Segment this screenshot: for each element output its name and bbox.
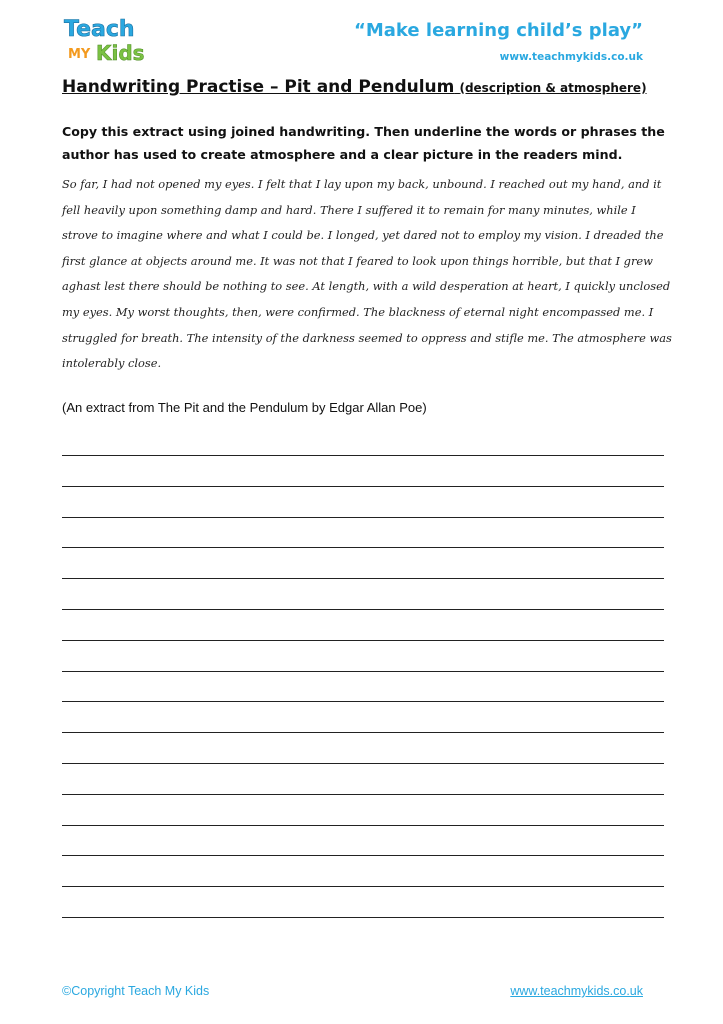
writing-line bbox=[62, 671, 664, 672]
writing-line bbox=[62, 701, 664, 702]
writing-line bbox=[62, 547, 664, 548]
writing-line bbox=[62, 578, 664, 579]
teach-my-kids-logo bbox=[62, 14, 154, 66]
writing-line bbox=[62, 794, 664, 795]
extract-citation: (An extract from The Pit and the Pendulum by Edgar Allan Poe) bbox=[62, 400, 427, 415]
page-title-main: Handwriting Practise – Pit and Pendulum bbox=[62, 77, 455, 97]
writing-line bbox=[62, 917, 664, 918]
writing-line bbox=[62, 855, 664, 856]
writing-line bbox=[62, 455, 664, 456]
page-title-sub: (description & atmosphere) bbox=[459, 81, 647, 95]
slogan: “Make learning child’s play” bbox=[354, 20, 643, 41]
writing-line bbox=[62, 825, 664, 826]
logo-text-my: MY bbox=[68, 47, 91, 62]
writing-line bbox=[62, 609, 664, 610]
logo-text-kids: Kids bbox=[96, 41, 145, 65]
writing-line bbox=[62, 732, 664, 733]
logo-text-teach: Teach bbox=[64, 17, 135, 42]
handwriting-lines bbox=[62, 455, 664, 948]
writing-line bbox=[62, 486, 664, 487]
writing-line bbox=[62, 763, 664, 764]
writing-line bbox=[62, 517, 664, 518]
writing-line bbox=[62, 886, 664, 887]
footer-copyright: ©Copyright Teach My Kids bbox=[62, 984, 210, 998]
header-website-url[interactable]: www.teachmykids.co.uk bbox=[499, 51, 643, 63]
page-title bbox=[62, 77, 647, 97]
poe-extract: So far, I had not opened my eyes. I felt that I lay upon my back, unbound. I reached out my hand, and it fell heavily upon something damp and hard. There I suffered it to remain for many minutes, while I strove to imagine where and what I could be. I longed, yet dared not to employ my vision. I dreaded the first glance at objects around me. It was not that I feared to look upon things horrible, but that I grew aghast lest there should be nothing to see. At length, with a wild desperation at heart, I quickly unclosed my eyes. My worst thoughts, then, were confirmed. The blackness of eternal night encompassed me. I struggled for breath. The intensity of the darkness seemed to oppress and stifle me. The atmosphere was intolerably close. bbox=[62, 177, 672, 371]
instructions: Copy this extract using joined handwriting. Then underline the words or phrases the author has used to create atmosphere and a clear picture in the readers mind. bbox=[62, 124, 665, 162]
footer-website-url[interactable]: www.teachmykids.co.uk bbox=[510, 984, 643, 998]
writing-line bbox=[62, 640, 664, 641]
